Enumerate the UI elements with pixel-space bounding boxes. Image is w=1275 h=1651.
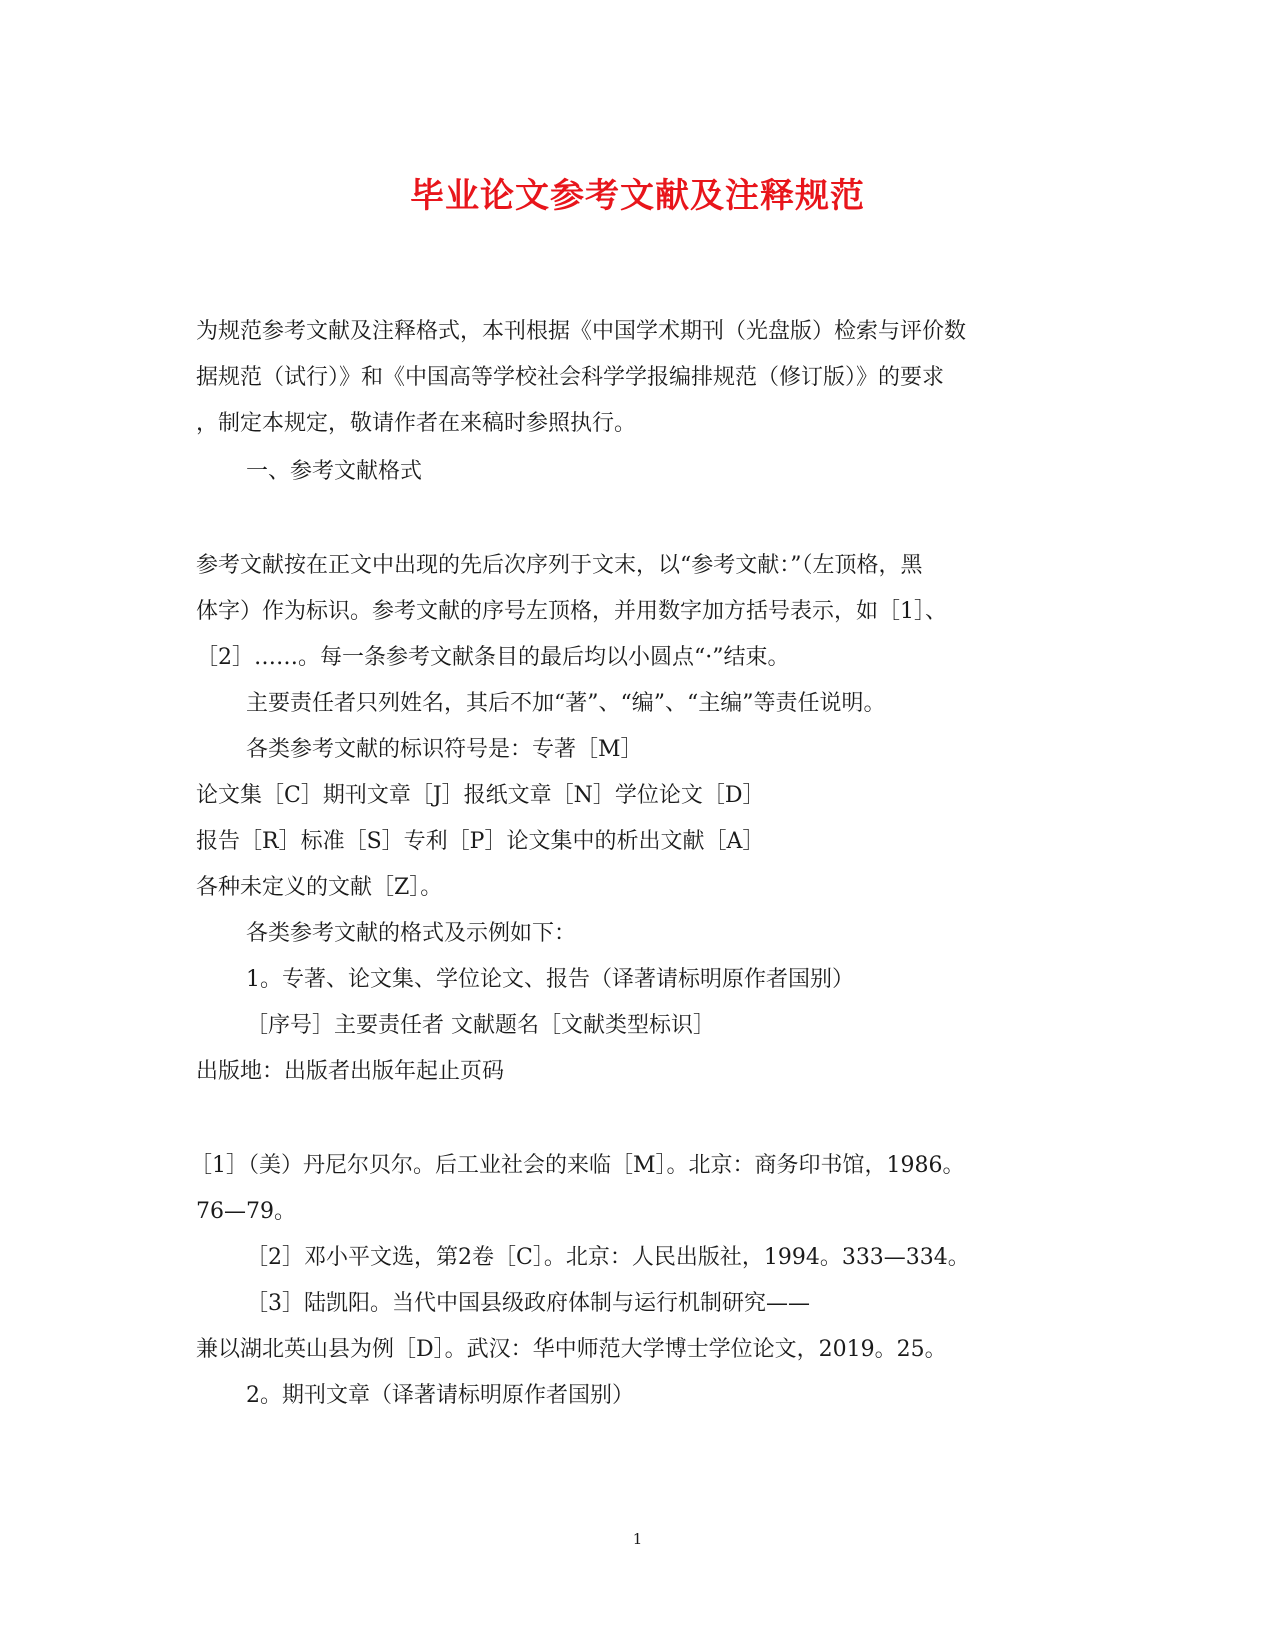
item1-heading: 1。专著、论文集、学位论文、报告（译著请标明原作者国别）: [246, 967, 854, 992]
intro-line-2: 据规范（试行）》和《中国高等学校社会科学学报编排规范（修订版）》的要求: [196, 365, 945, 390]
formats-intro: 各类参考文献的格式及示例如下：: [246, 921, 577, 946]
types-line-2: 论文集［C］期刊文章［J］报纸文章［N］学位论文［D］: [196, 783, 765, 808]
example-3-line-2: 兼以湖北英山县为例［D］。武汉：华中师范大学博士学位论文，2019。25。: [196, 1337, 947, 1362]
document-title: 毕业论文参考文献及注释规范: [410, 176, 865, 216]
types-line-1: 各类参考文献的标识符号是：专著［M］: [246, 737, 643, 762]
para1-line-2: 体字）作为标识。参考文献的序号左顶格，并用数字加方括号表示，如［1］、: [196, 599, 947, 624]
para1-line-1: 参考文献按在正文中出现的先后次序列于文末，以“参考文献：”（左顶格，黑: [196, 553, 923, 578]
example-1-line-2: 76—79。: [196, 1199, 296, 1224]
section-heading-references: 一、参考文献格式: [246, 459, 423, 484]
types-line-4: 各种未定义的文献［Z］。: [196, 875, 443, 900]
intro-line-1: 为规范参考文献及注释格式，本刊根据《中国学术期刊（光盘版）检索与评价数: [196, 319, 967, 344]
example-3-line-1: ［3］陆凯阳。当代中国县级政府体制与运行机制研究——: [246, 1291, 810, 1316]
intro-line-3: ，制定本规定，敬请作者在来稿时参照执行。: [196, 411, 637, 436]
item1-format-line-1: ［序号］主要责任者 文献题名［文献类型标识］: [246, 1013, 715, 1038]
para1-line-3: ［2］……。每一条参考文献条目的最后均以小圆点“·”结束。: [196, 645, 790, 670]
example-2: ［2］邓小平文选，第2卷［C］。北京：人民出版社，1994。333—334。: [246, 1245, 970, 1270]
item1-format-line-2: 出版地：出版者出版年起止页码: [196, 1059, 505, 1084]
item2-heading: 2。期刊文章（译著请标明原作者国别）: [246, 1383, 634, 1408]
para2-responsible-person: 主要责任者只列姓名，其后不加“著”、“编”、“主编”等责任说明。: [246, 691, 886, 716]
page-number: 1: [632, 1530, 643, 1548]
types-line-3: 报告［R］标准［S］专利［P］论文集中的析出文献［A］: [196, 829, 765, 854]
example-1-line-1: ［1］（美）丹尼尔贝尔。后工业社会的来临［M］。北京：商务印书馆，1986。: [190, 1153, 965, 1178]
